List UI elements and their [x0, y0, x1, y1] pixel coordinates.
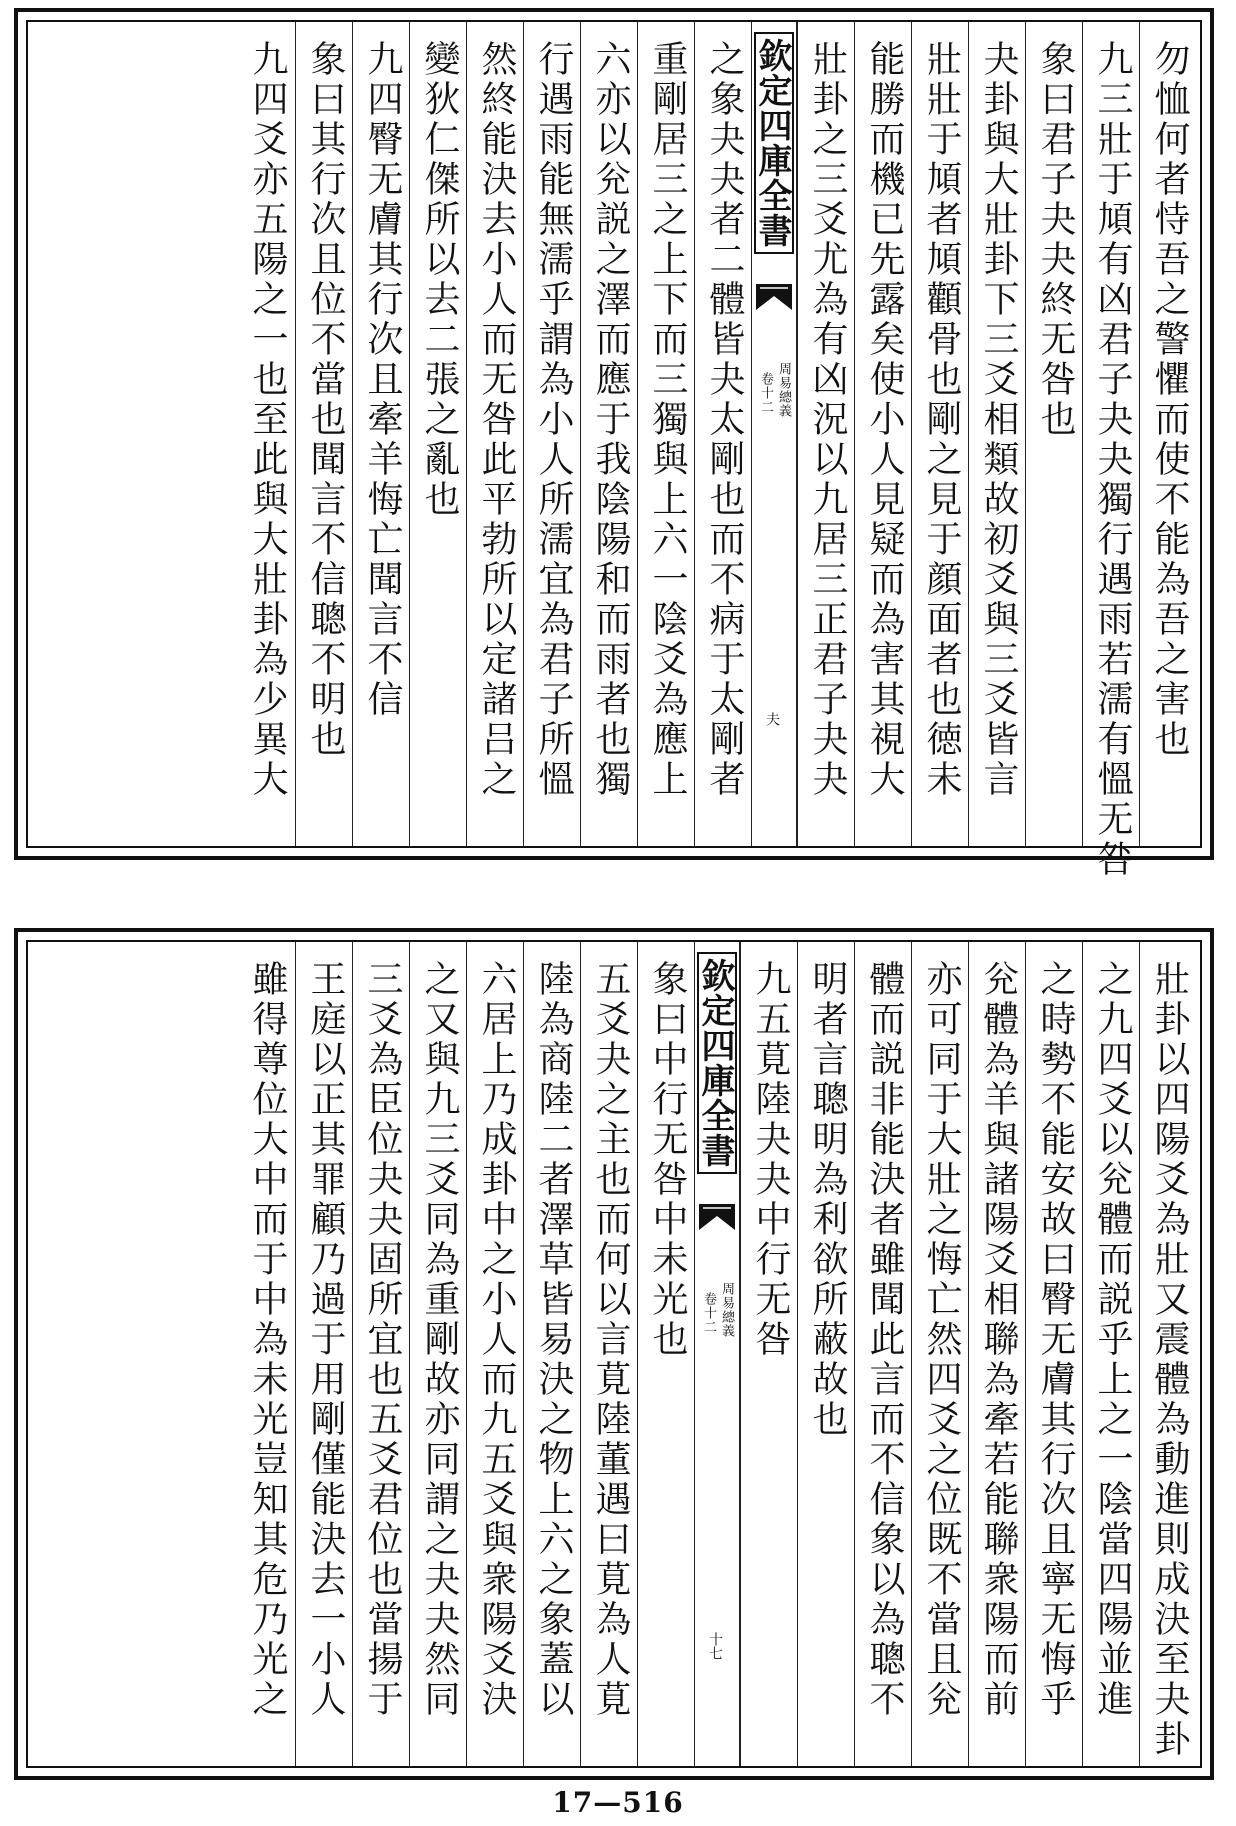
column-text: 亦可同于大壯之悔亡然四爻之位既不當且兊: [921, 960, 962, 1720]
text-column: [352, 22, 409, 846]
column-text: 九三壯于頄有凶君子夬夬獨行遇雨若濡有慍无咎: [1092, 40, 1133, 880]
column-text: 壯卦之三爻尤為有凶況以九居三正君子夬夬: [807, 40, 848, 800]
volume-label: 卷十二: [758, 372, 773, 414]
book-title: 周易總義: [719, 1282, 734, 1338]
text-column: [352, 942, 409, 1766]
text-column: [1082, 942, 1139, 1766]
fishtail-mark-icon: [756, 284, 792, 310]
text-column: [580, 22, 637, 846]
column-text: 然終能決去小人而无咎此平勃所以定諸吕之: [476, 40, 517, 800]
column-text: 雖得尊位大中而于中為未光豈知其危乃光之: [247, 960, 288, 1720]
column-text: 重剛居三之上下而三獨與上六一陰爻為應上: [647, 40, 688, 800]
text-column: [523, 942, 580, 1766]
volume-label: 卷十二: [701, 1292, 716, 1334]
text-column: [797, 22, 854, 846]
column-text: 之象夬夬者二體皆夬太剛也而不病于太剛者: [704, 40, 745, 800]
text-column: [466, 942, 523, 1766]
column-text: 之九四爻以兊體而説乎上之一陰當四陽並進: [1092, 960, 1133, 1720]
text-column: [580, 942, 637, 1766]
text-column: [854, 942, 911, 1766]
text-column: [1082, 22, 1139, 880]
bottom-page-frame: [26, 940, 1202, 1768]
column-text: 變狄仁傑所以去二張之亂也: [419, 40, 460, 520]
text-column: [295, 942, 352, 1766]
text-column: [1025, 22, 1082, 846]
column-text: 能勝而機已先露矣使小人見疑而為害其視大: [864, 40, 905, 800]
text-column: [523, 22, 580, 846]
column-text: 九五莧陸夬夬中行无咎: [750, 960, 791, 1360]
text-column: [637, 22, 694, 846]
text-column: [466, 22, 523, 846]
column-text: 六居上乃成卦中之小人而九五爻與衆陽爻決: [476, 960, 517, 1720]
text-column: [1139, 942, 1196, 1766]
column-text: 象曰中行无咎中未光也: [647, 960, 688, 1360]
column-text: 九四爻亦五陽之一也至此與大壯卦為少異大: [247, 40, 288, 800]
column-text: 之時勢不能安故曰臀无膚其行次且寧无悔乎: [1035, 960, 1076, 1720]
column-text: 王庭以正其罪顧乃過于用剛僅能決去一小人: [305, 960, 346, 1720]
fishtail-mark-icon: [699, 1204, 735, 1230]
text-column: [911, 22, 968, 846]
text-column: [797, 942, 854, 1766]
top-page-frame: [26, 20, 1202, 880]
center-fold: [694, 942, 740, 1766]
text-column: [1025, 942, 1082, 1766]
text-column: [968, 942, 1025, 1766]
column-text: 兊體為羊與諸陽爻相聯為牽若能聯衆陽而前: [978, 960, 1019, 1720]
leaf-number: 十七: [707, 1632, 723, 1660]
column-text: 陸為商陸二者澤草皆易決之物上六之象蓋以: [533, 960, 574, 1720]
column-text: 明者言聰明為利欲所蔽故也: [807, 960, 848, 1440]
text-column: [295, 22, 352, 846]
text-column: [1139, 22, 1196, 846]
top-page: [14, 8, 1214, 880]
column-text: 夬卦與大壯卦下三爻相類故初爻與三爻皆言: [978, 40, 1019, 800]
column-text: 壯卦以四陽爻為壯又震體為動進則成決至夬卦: [1149, 960, 1190, 1760]
page-number-footer: 17—516: [552, 1786, 684, 1819]
text-column: [238, 22, 295, 846]
column-text: 六亦以兊説之澤而應于我陰陽和而雨者也獨: [590, 40, 631, 800]
text-column: [238, 942, 295, 1766]
column-text: 體而説非能決者雖聞此言而不信象以為聰不: [864, 960, 905, 1720]
text-column: [637, 942, 694, 1766]
column-text: 勿恤何者恃吾之警懼而使不能為吾之害也: [1149, 40, 1190, 760]
center-fold: [751, 22, 797, 846]
text-column: [968, 22, 1025, 846]
text-column: [911, 942, 968, 1766]
column-text: 壯壯于頄者頄顴骨也剛之見于顔面者也徳未: [921, 40, 962, 800]
text-column: [409, 942, 466, 1766]
banner-title: 欽定四庫全書: [754, 32, 794, 254]
column-text: 行遇雨能無濡乎謂為小人所濡宜為君子所慍: [533, 40, 574, 800]
text-column: [854, 22, 911, 846]
text-column: [694, 22, 751, 846]
book-title: 周易總義: [776, 362, 791, 418]
column-text: 象曰君子夬夬終无咎也: [1035, 40, 1076, 440]
column-text: 九四臀无膚其行次且牽羊悔亡聞言不信: [362, 40, 403, 720]
column-text: 象曰其行次且位不當也聞言不信聰不明也: [305, 40, 346, 760]
text-column: [740, 942, 797, 1766]
column-text: 五爻夬之主也而何以言莧陸董遇曰莧為人莧: [590, 960, 631, 1720]
banner-title: 欽定四庫全書: [697, 952, 737, 1174]
bottom-page: [14, 928, 1214, 1780]
column-text: 之又與九三爻同為重剛故亦同謂之夬夬然同: [419, 960, 460, 1720]
text-column: [409, 22, 466, 846]
column-text: 三爻為臣位夬夬固所宜也五爻君位也當揚于: [362, 960, 403, 1720]
leaf-number: 夫: [764, 712, 780, 726]
